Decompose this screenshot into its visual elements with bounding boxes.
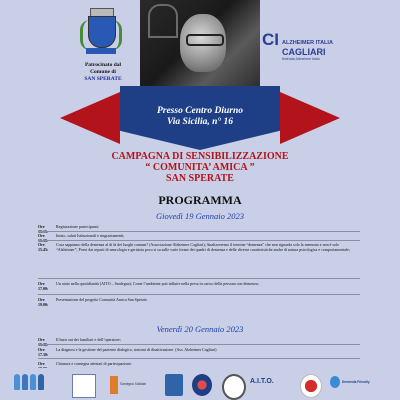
sponsor-logos-footer <box>0 368 400 400</box>
venue-banner <box>112 86 288 150</box>
campaign-title-line2: “ COMUNITA’ AMICA ” <box>145 162 255 173</box>
schedule-desc: Un aiuto nella quotidianità (AITO – Sardegna); Come l’ambiente può influire nella presa in carico della persona con demenza; <box>56 281 259 286</box>
dementia-friendly-caption: Dementia Friendly <box>342 380 370 384</box>
people-logo-icon <box>14 374 60 396</box>
schedule-desc: Chiusura e consegna attestati di partecipazione. <box>56 361 132 366</box>
circle-logo-icon <box>192 374 212 396</box>
patronage-line2: Comune di <box>90 69 116 75</box>
schedule-time: Ore 17.30: <box>38 347 49 358</box>
schedule-time: Ore 17.00: <box>38 281 49 292</box>
alz-logo-line1: ALZHEIMER ITALIA <box>282 40 333 46</box>
schedule-time: Ore <box>38 361 45 366</box>
aito-logo <box>250 374 290 396</box>
patronage-text <box>62 62 144 83</box>
campaign-title-line1: CAMPAGNA DI SENSIBILIZZAZIONE <box>111 151 289 162</box>
schedule-time: Ore 19.00: <box>38 297 49 308</box>
day1-schedule <box>38 224 360 320</box>
alzheimer-cagliari-logo <box>262 30 382 66</box>
day2-schedule <box>38 337 360 367</box>
schedule-desc: La diagnosi e la gestione del paziente dialogico, sintomi di disattivazione. (Ass. Alzheimer Cagliari) <box>56 347 217 352</box>
campaign-title-line3: SAN SPERATE <box>166 173 234 184</box>
aito-caption: A.I.T.O. <box>250 378 274 385</box>
heart-logo-icon <box>300 374 322 398</box>
dementia-friendly-logo <box>330 374 376 396</box>
venue-line2: Via Sicilia, n° 16 <box>166 117 234 127</box>
schedule-desc: Registrazione partecipanti; <box>56 224 99 229</box>
seal-logo-icon <box>222 374 246 400</box>
schedule-time: Ore 15.30: <box>38 233 49 244</box>
alz-logo-line2: CAGLIARI <box>282 47 326 57</box>
alz-logo-mark: CI <box>262 30 279 49</box>
portrait-photo <box>140 0 260 90</box>
sardegna-solidale-caption: Sardegna Solidale <box>120 382 147 386</box>
day1-heading: Giovedì 19 Gennaio 2023 <box>155 211 245 221</box>
schedule-time: Ore 15.45: <box>38 242 49 253</box>
programma-heading: PROGRAMMA <box>158 193 242 207</box>
schedule-desc: Cosa sappiamo della demenza al di là dei luoghi comuni? (Associazione Alzheimer Cagliari); Analizzeremo il termine “demenza” che non riguarda solo la memoria e non è solo “Alzheimer”; Poesi dai reparti di neurologia e geriatria poco si sa sulle varie forme dei quadri di demenza e delle diverse caratteristiche anche di natura psicologica e comportamentale; <box>56 242 350 253</box>
sardegna-solidale-logo <box>110 374 156 396</box>
schedule-time: Ore 15.15: <box>38 224 49 235</box>
association-logo-icon <box>72 374 96 398</box>
day2-heading: Venerdì 20 Gennaio 2023 <box>156 324 244 334</box>
schedule-desc: Presentazione del progetto Comunità Amica San Sperate. <box>56 297 148 302</box>
schedule-desc: Il burn out dei familiari e dell’operatore; <box>56 337 121 342</box>
municipal-crest-icon <box>80 6 122 58</box>
alz-logo-line3: federata Alzheimer Italia <box>282 57 320 61</box>
venue-line1: Presso Centro Diurno <box>156 106 244 116</box>
patronage-town: SAN SPERATE <box>84 76 122 82</box>
schedule-desc: Inizio, saluti Istituzionali e ringraziamenti; <box>56 233 125 238</box>
schedule-time: Ore 15.30: <box>38 337 49 348</box>
ata-logo-icon <box>165 374 183 396</box>
patronage-line1: Patrocinato dal <box>84 62 122 68</box>
